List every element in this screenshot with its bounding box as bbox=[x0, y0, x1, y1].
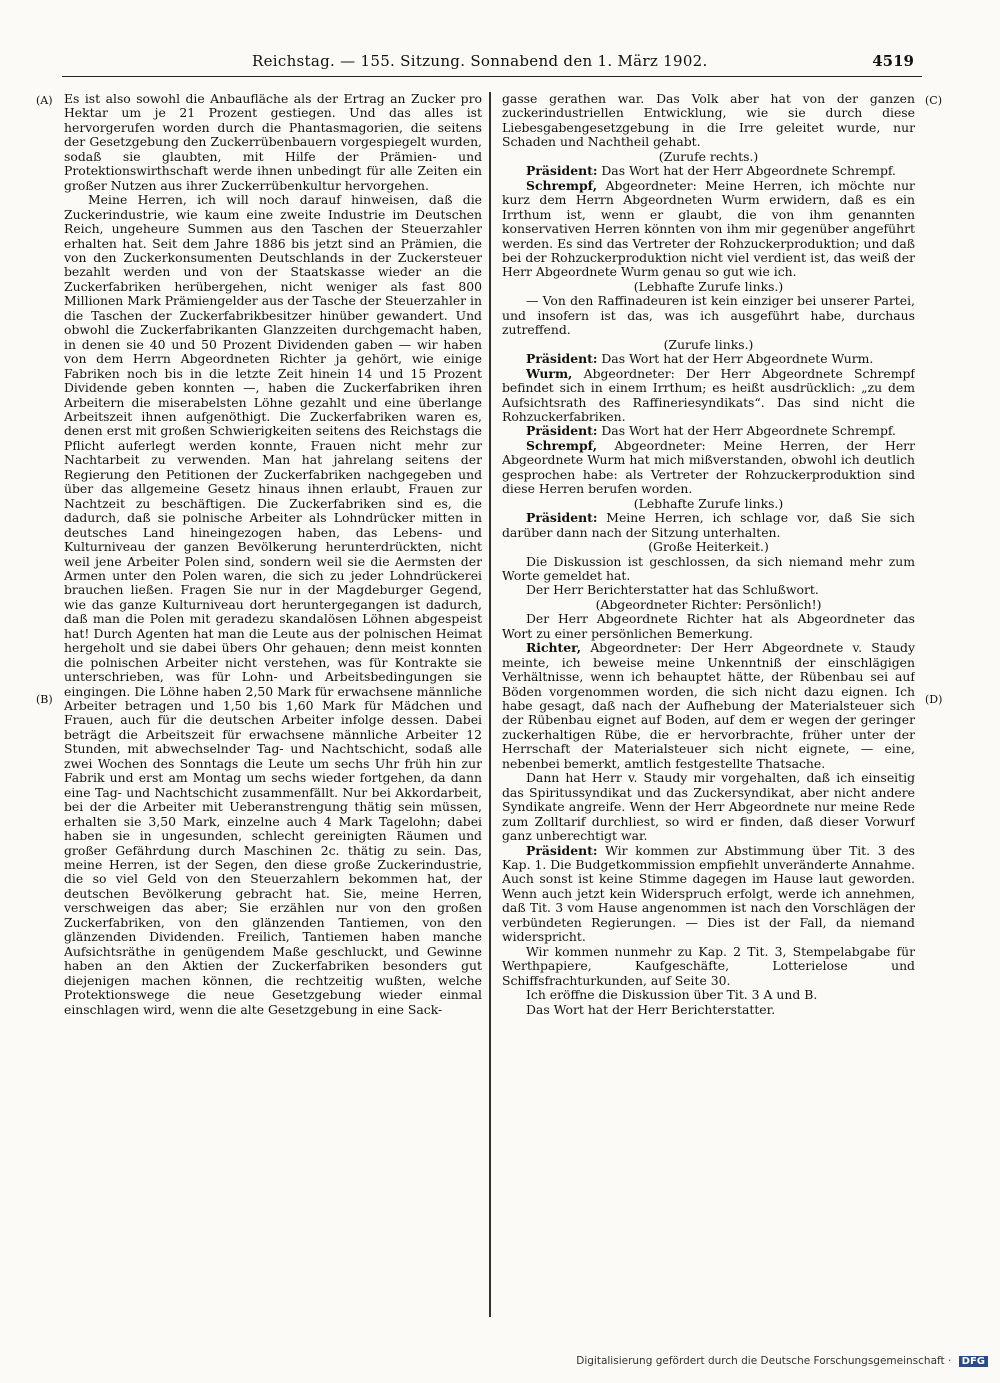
paragraph-text: Das Wort hat der Herr Abgeordnete Schrempf. bbox=[601, 423, 896, 439]
paragraph-text: Wir kommen zur Abstimmung über Tit. 3 des Kap. 1. Die Budgetkommission empfiehlt unveränderte Annahme. Auch sonst ist keine Stimme dagegen im Hause laut geworden. Wenn auch jetzt kein Widerspruch erfolgt, werde ich annehmen, daß Tit. 3 vom Hause angenommen ist nach den Vorschlägen der verbündeten Regierungen. — Dies ist der Fall, da niemand widerspricht. bbox=[502, 842, 915, 945]
page-header bbox=[62, 50, 922, 77]
stage-direction bbox=[502, 540, 915, 554]
running-title: Reichstag. — 155. Sitzung. Sonnabend den 1. März 1902. bbox=[252, 52, 708, 70]
paragraph-text: (Lebhafte Zurufe links.) bbox=[633, 495, 784, 511]
paragraph-text: Es ist also sowohl die Anbaufläche als der Ertrag an Zucker pro Hektar um je 21 Prozent gestiegen. Und das alles ist hervorgerufen worden durch die Phantasmagorien, die seitens der Gesetzgebung den Zuckerrübenbauern vorgespiegelt wurden, sodaß sie glaubten, mit Hilfe der Prämien- und Protektionswirthschaft werde ihnen unbedingt für alle Zeiten ein großer Nutzen aus ihrer Zuckerrübenkultur hervorgehen. bbox=[64, 92, 482, 193]
paragraph bbox=[502, 612, 915, 641]
paragraph bbox=[64, 193, 482, 1017]
speaker-name: Richter, bbox=[526, 640, 582, 656]
paragraph-text: Das Wort hat der Herr Abgeordnete Schrempf. bbox=[601, 163, 896, 179]
paragraph bbox=[502, 352, 915, 366]
speaker-name: Präsident: bbox=[526, 423, 598, 439]
stage-direction bbox=[502, 150, 915, 164]
paragraph-text: Abgeordneter: Meine Herren, der Herr Abgeordnete Wurm hat mich mißverstanden, obwohl ich deutlich gesprochen habe: als Vertreter der Rohzuckerproduktion sind diese Herren berufen worden. bbox=[502, 437, 915, 497]
margin-mark-a: (A) bbox=[36, 94, 53, 107]
footer-text: Digitalisierung gefördert durch die Deutsche Forschungsgemeinschaft · bbox=[576, 1355, 952, 1367]
paragraph-text: (Zurufe links.) bbox=[663, 336, 754, 352]
margin-mark-b: (B) bbox=[36, 693, 53, 706]
paragraph bbox=[502, 583, 915, 597]
paragraph bbox=[502, 367, 915, 425]
paragraph-text: Meine Herren, ich will noch darauf hinweisen, daß die Zuckerindustrie, wie kaum eine zweite Industrie im Deutschen Reich, ungeheure Summen aus den Taschen der Steuerzahler erhalten hat. Seit dem Jahre 1886 bis jetzt sind an Prämien, die von den Zuckerkonsumenten Deutschlands in der Zuckersteuer bezahlt werden und von der Staatskasse wieder an die Zuckerfabriken herübergehen, nicht weniger als fast 800 Millionen Mark Prämiengelder aus der Tasche der Steuerzahler in die Taschen der Zuckerfabrikbesitzer hinüber gewandert. Und obwohl die Zuckerfabrikanten Glanzzeiten durchgemacht haben, in denen sie 40 und 50 Prozent Dividenden gaben — wir haben von dem Herrn Abgeordneten Richter ja gehört, wie einige Fabriken noch bis in die letzte Zeit hinein 14 und 15 Prozent Dividende geben konnten —, haben die Zuckerfabriken ihren Arbeitern die miserabelsten Löhne gezahlt und eine überlange Arbeitszeit ihnen aufgenöthigt. Die Zuckerfabriken waren es, denen erst mit großen Schwierigkeiten seitens des Reichstags die Pflicht auferlegt werden konnte, Frauen nicht mehr zur Nachtarbeit zu verwenden. Man hat jahrelang seitens der Regierung den Petitionen der Zuckerfabriken nachgegeben und über das allgemeine Gesetz hinaus ihnen erlaubt, Frauen zur Nachtzeit zu beschäftigen. Die Zuckerfabriken sind es, die dadurch, daß sie polnische Arbeiter als Lohndrücker mitten in deutsches Land hineingezogen haben, das Lebens- und Kulturniveau der ganzen Bevölkerung herunterdrückten, nicht weil jene Arbeiter Polen sind, sondern weil sie die Aermsten der Armen unter den Polen waren, die sich zu jeder Lohndrückerei brauchen ließen. Fragen Sie nur in der Magdeburger Gegend, wie das ganze Kulturniveau dort heruntergegangen ist dadurch, daß man die Polen mit geradezu skandalösen Löhnen abgespeist hat! Durch Agenten hat man die Leute aus der polnischen Heimat hergeholt und sie dabei übers Ohr gehauen; denn meist konnten die polnischen Arbeiter nicht verstehen, was für Kontrakte sie unterschrieben, was für Lohn- und Arbeitsbedingungen sie eingingen. Die Löhne haben 2,50 Mark für erwachsene männliche Arbeiter betragen und 1,50 bis 1,60 Mark für Mädchen und Frauen, auch für die deutschen Arbeiter infolge dessen. Dabei beträgt die Arbeitszeit für erwachsene männliche Arbeiter 12 Stunden, mit abwechselnder Tag- und Nachtschicht, sodaß alle zwei Wochen des Sonntags die Leute um sechs Uhr früh hin zur Fabrik und erst am Montag um sechs wieder fortgehen, da dann eine Tag- und Nachtschicht zusammenfällt. Nur bei Akkordarbeit, bei der die Arbeiter mit Ueberanstrengung thätig sein müssen, erhalten sie 3,50 Mark, einzelne auch 4 Mark Tagelohn; dabei haben sie in ungesunden, schlecht gereinigten Räumen und großer Gefährdung durch Maschinen 2c. thätig zu sein. Das, meine Herren, ist der Segen, den diese große Zuckerindustrie, die so viel Geld von den Steuerzahlern bekommen hat, der deutschen Bevölkerung gebracht hat. Sie, meine Herren, verschweigen das aber; Sie erzählen nur von den großen Zuckerfabriken, von den glänzenden Tantiemen, von den glänzenden Dividenden. Freilich, Tantiemen haben manche Aufsichtsräthe in genügendem Maße geschluckt, und Gewinne haben an den Aktien der Zuckerfabriken besonders gut diejenigen machen können, die rechtzeitig wußten, welche Protektionswege die neue Gesetzgebung wieder einmal einschlagen wird, wenn die alte Gesetzgebung in eine Sack- bbox=[64, 192, 482, 1017]
paragraph-text: Die Diskussion ist geschlossen, da sich niemand mehr zum Worte gemeldet hat. bbox=[502, 553, 915, 583]
speaker-name: Wurm, bbox=[526, 365, 573, 381]
paragraph-text: (Lebhafte Zurufe links.) bbox=[633, 278, 784, 294]
paragraph bbox=[502, 844, 915, 945]
paragraph bbox=[502, 988, 915, 1002]
dfg-logo: DFG bbox=[959, 1356, 988, 1367]
stage-direction bbox=[502, 497, 915, 511]
margin-mark-c: (C) bbox=[925, 94, 942, 107]
paragraph bbox=[502, 1003, 915, 1017]
right-column bbox=[502, 92, 915, 1302]
speaker-name: Schrempf, bbox=[526, 177, 598, 193]
paragraph-text: (Große Heiterkeit.) bbox=[648, 539, 769, 555]
paragraph bbox=[502, 294, 915, 337]
speaker-name: Präsident: bbox=[526, 842, 598, 858]
speaker-name: Präsident: bbox=[526, 351, 598, 367]
paragraph-text: Abgeordneter: Der Herr Abgeordnete Schrempf befindet sich in einem Irrthum; es heißt ausdrücklich: „zu dem Aufsichtsrath des Raffineriesyndikats“. Das sind nicht die Rohzuckerfabriken. bbox=[502, 365, 915, 424]
speaker-name: Schrempf, bbox=[526, 437, 598, 453]
paragraph-text: Dann hat Herr v. Staudy mir vorgehalten, daß ich einseitig das Spiritussyndikat und das Zuckersyndikat, aber nicht andere Syndikate angreife. Wenn der Herr Abgeordnete nur meine Rede zum Zolltarif durchliest, so wird er finden, daß dieser Vorwurf ganz unberechtigt war. bbox=[502, 770, 915, 844]
paragraph-text: Abgeordneter: Der Herr Abgeordnete v. Staudy meinte, ich beweise meine Unkenntniß der einschlägigen Verhältnisse, wenn ich behauptet hätte, der Rübenbau sei auf Böden vorgenommen worden, die sich nicht dazu eignen. Ich habe gesagt, daß nach der Aufhebung der Materialsteuer sich der Rübenbau eignet auf Boden, auf dem er wegen der geringer zuckerhaltigen Rübe, die er hervorbrachte, früher unter der Herrschaft der Materialsteuer sich nicht eignete, — eine, nebenbei bemerkt, amtlich festgestellte Thatsache. bbox=[502, 640, 915, 771]
paragraph bbox=[502, 424, 915, 438]
paragraph bbox=[64, 92, 482, 193]
speaker-name: Präsident: bbox=[526, 163, 598, 179]
stage-direction bbox=[502, 280, 915, 294]
paragraph-text: — Von den Raffinadeuren ist kein einziger bei unserer Partei, und insofern ist das, was ich ausgeführt habe, durchaus zutreffend. bbox=[502, 293, 915, 338]
left-column bbox=[64, 92, 482, 1302]
paragraph bbox=[502, 439, 915, 497]
paragraph-text: gasse gerathen war. Das Volk aber hat von der ganzen zuckerindustriellen Entwicklung, wie sie durch diese Liebesgabengesetzgebung in die Irre geleitet wurde, nur Schaden und Nachtheil gehabt. bbox=[502, 92, 915, 150]
paragraph bbox=[502, 945, 915, 988]
page-number: 4519 bbox=[872, 52, 914, 70]
paragraph bbox=[502, 92, 915, 150]
paragraph bbox=[502, 771, 915, 843]
paragraph-text: Ich eröffne die Diskussion über Tit. 3 A und B. bbox=[526, 987, 818, 1003]
footer-credit bbox=[576, 1355, 988, 1367]
paragraph bbox=[502, 641, 915, 771]
paragraph-text: (Zurufe rechts.) bbox=[658, 148, 759, 164]
paragraph bbox=[502, 555, 915, 584]
paragraph-text: Das Wort hat der Herr Abgeordnete Wurm. bbox=[601, 351, 874, 367]
stage-direction bbox=[502, 598, 915, 612]
paragraph-text: Das Wort hat der Herr Berichterstatter. bbox=[526, 1001, 776, 1017]
paragraph bbox=[502, 164, 915, 178]
paragraph-text: Abgeordneter: Meine Herren, ich möchte nur kurz dem Herrn Abgeordneten Wurm erwidern, daß es ein Irrthum ist, wenn er glaubt, die von ihm genannten konservativen Herren könnten von ihm mir gegenüber angeführt werden. Es sind das Vertreter der Rohzuckerproduktion; und daß bei der Rohzuckerproduktion nicht viel verdient ist, das weiß der Herr Abgeordnete Wurm genau so gut wie ich. bbox=[502, 177, 915, 280]
paragraph-text: (Abgeordneter Richter: Persönlich!) bbox=[595, 596, 822, 612]
paragraph bbox=[502, 511, 915, 540]
speaker-name: Präsident: bbox=[526, 510, 598, 526]
paragraph-text: Der Herr Berichterstatter hat das Schlußwort. bbox=[526, 582, 819, 598]
paragraph-text: Meine Herren, ich schlage vor, daß Sie sich darüber dann nach der Sitzung unterhalten. bbox=[502, 510, 915, 540]
margin-mark-d: (D) bbox=[925, 693, 943, 706]
paragraph-text: Der Herr Abgeordnete Richter hat als Abgeordneter das Wort zu einer persönlichen Bemerkung. bbox=[502, 611, 915, 641]
column-divider bbox=[489, 92, 491, 1317]
paragraph-text: Wir kommen nunmehr zu Kap. 2 Tit. 3, Stempelabgabe für Werthpapiere, Kaufgeschäfte, Lotterielose und Schiffsfrachturkunden, auf Seite 30. bbox=[502, 943, 915, 988]
paragraph bbox=[502, 179, 915, 280]
stage-direction bbox=[502, 338, 915, 352]
